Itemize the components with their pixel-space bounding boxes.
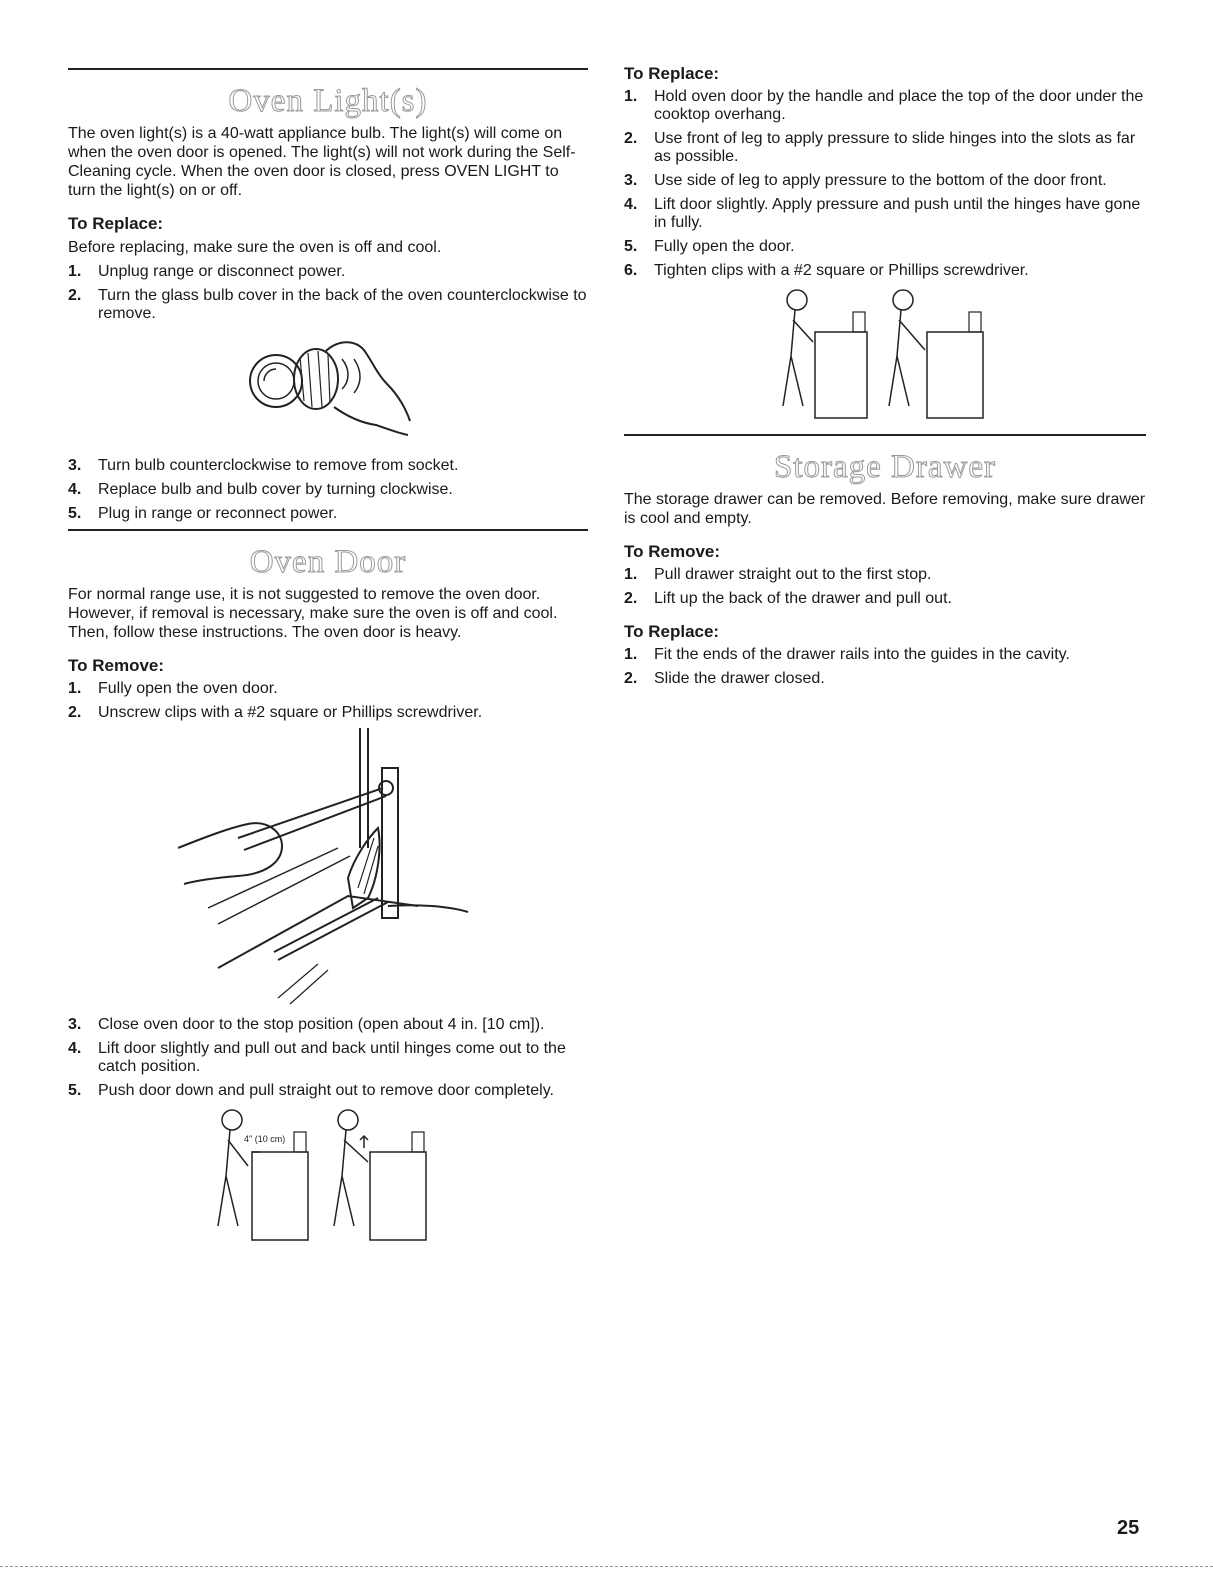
list-item: 2. Lift up the back of the drawer and pull out. <box>624 590 952 607</box>
oven-lights-steps-b <box>68 457 588 523</box>
list-item: 2. Unscrew clips with a #2 square or Phillips screwdriver. <box>68 704 483 721</box>
door-replacement-illustration <box>775 286 995 426</box>
list-item: 1. Unplug range or disconnect power. <box>68 263 346 280</box>
list-item: 3. Close oven door to the stop position (open about 4 in. [10 cm]). <box>68 1016 545 1033</box>
list-item: 4. Lift door slightly. Apply pressure and push until the hinges have gone in fully. <box>624 196 1141 231</box>
list-item: 5. Plug in range or reconnect power. <box>68 505 338 522</box>
list-item: 1. Pull drawer straight out to the first stop. <box>624 566 932 583</box>
door-removal-illustration <box>208 1106 448 1246</box>
bulb-cover-illustration <box>238 329 418 449</box>
oven-door-remove-steps-a <box>68 680 588 722</box>
left-column <box>68 58 588 1254</box>
oven-door-remove-steps-b <box>68 1016 588 1100</box>
list-item: 2. Slide the drawer closed. <box>624 670 825 687</box>
door-replacement-figure <box>624 286 1146 426</box>
storage-drawer-replace-heading: To Replace: <box>624 622 720 641</box>
list-item: 3. Use side of leg to apply pressure to the bottom of the door front. <box>624 172 1107 189</box>
list-item: 2. Use front of leg to apply pressure to slide hinges into the slots as far as possible. <box>624 130 1136 165</box>
screwdriver-clip-illustration <box>178 728 478 1008</box>
oven-door-remove-heading: To Remove: <box>68 656 165 675</box>
list-item: 4. Lift door slightly and pull out and back until hinges come out to the catch position. <box>68 1040 566 1075</box>
section-rule <box>624 434 1146 436</box>
page-bottom-edge <box>0 1566 1213 1567</box>
section-rule <box>68 68 588 70</box>
door-gap-label: 4" (10 cm) <box>244 1134 286 1144</box>
oven-lights-replace-heading: To Replace: <box>68 214 164 233</box>
oven-lights-steps-a <box>68 263 588 323</box>
right-column <box>624 58 1146 694</box>
section-rule <box>68 529 588 531</box>
list-item: 5. Fully open the door. <box>624 238 795 255</box>
oven-lights-replace-note: Before replacing, make sure the oven is off and cool. <box>68 239 442 256</box>
oven-lights-title: Oven Light(s) <box>228 83 428 119</box>
door-removal-figure <box>68 1106 588 1246</box>
list-item: 4. Replace bulb and bulb cover by turning clockwise. <box>68 481 453 498</box>
oven-lights-intro: The oven light(s) is a 40-watt appliance bulb. The light(s) will come on when the oven door is opened. The light(s) will not work during the Self-Cleaning cycle. When the oven door is closed, press OVEN LIGHT to turn the light(s) on or off. <box>68 125 576 199</box>
list-item: 1. Fit the ends of the drawer rails into the guides in the cavity. <box>624 646 1070 663</box>
bulb-cover-figure <box>68 329 588 449</box>
list-item: 3. Turn bulb counterclockwise to remove from socket. <box>68 457 459 474</box>
list-item: 1. Hold oven door by the handle and place the top of the door under the cooktop overhang. <box>624 88 1144 123</box>
storage-drawer-remove-heading: To Remove: <box>624 542 721 561</box>
page-number: 25 <box>1117 1517 1140 1539</box>
storage-drawer-title: Storage Drawer <box>774 449 996 485</box>
oven-door-title: Oven Door <box>249 544 407 580</box>
storage-drawer-remove-steps <box>624 566 1146 608</box>
list-item: 6. Tighten clips with a #2 square or Phillips screwdriver. <box>624 262 1029 279</box>
list-item: 1. Fully open the oven door. <box>68 680 278 697</box>
list-item: 5. Push door down and pull straight out to remove door completely. <box>68 1082 554 1099</box>
screwdriver-figure <box>68 728 588 1008</box>
oven-door-intro: For normal range use, it is not suggested to remove the oven door. However, if removal is necessary, make sure the oven is off and cool. Then, follow these instructions. The oven door is heavy. <box>68 586 558 641</box>
list-item: 2. Turn the glass bulb cover in the back of the oven counterclockwise to remove. <box>68 287 587 322</box>
storage-drawer-intro: The storage drawer can be removed. Before removing, make sure drawer is cool and empty. <box>624 491 1146 527</box>
oven-door-replace-steps <box>624 88 1146 280</box>
oven-door-replace-heading: To Replace: <box>624 64 720 83</box>
storage-drawer-replace-steps <box>624 646 1146 688</box>
